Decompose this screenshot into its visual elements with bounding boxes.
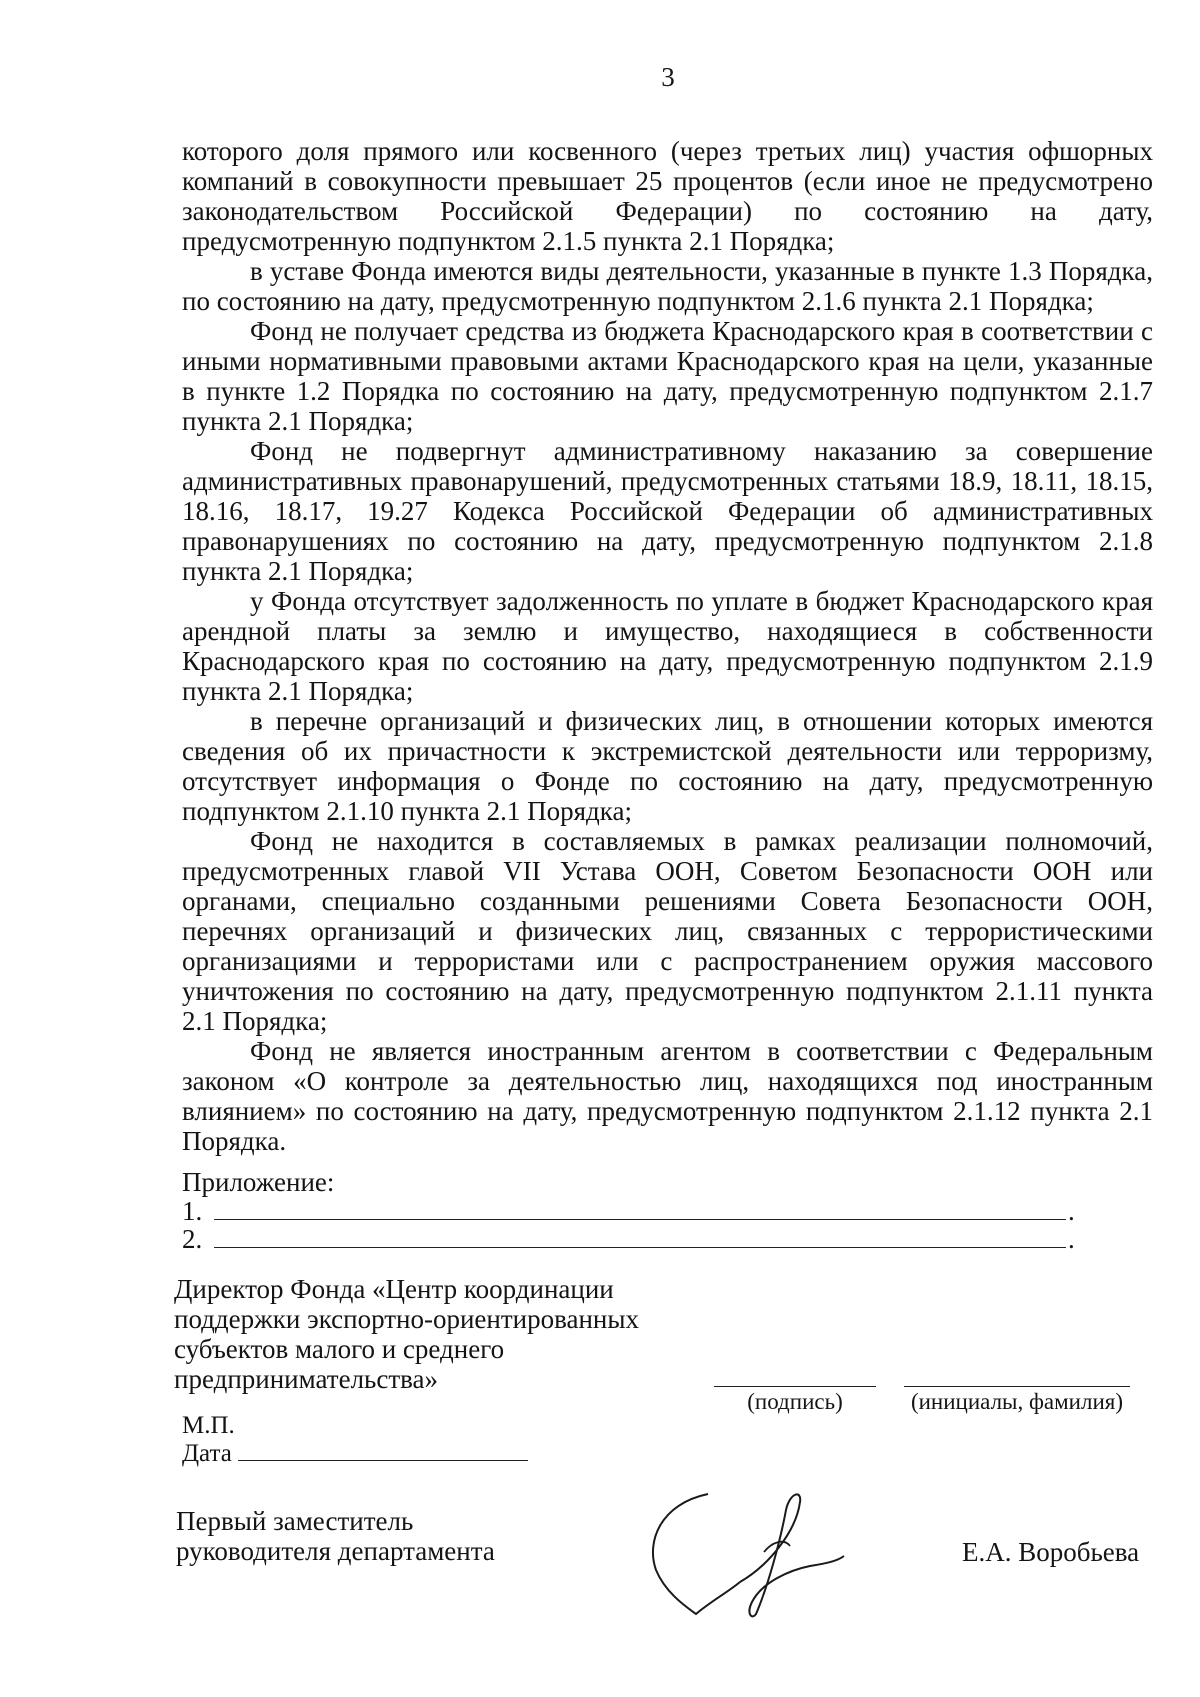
paragraph: в перечне организаций и физических лиц, в отношении которых имеются сведения об их причастности к экстремистской деятельности или терроризму, отсутствует информация о Фонде по состоянию на дату, предусмотренную подпунктом 2.1.10 пункта 2.1 Порядка;: [182, 706, 1153, 826]
appendix-blank-line: [214, 1199, 1066, 1220]
deputy-name: Е.А. Воробьева: [962, 1537, 1140, 1567]
initials-line: [904, 1384, 1130, 1387]
initials-field: [904, 1384, 1130, 1415]
date-blank-line: [238, 1440, 528, 1461]
appendix-blank-line: [214, 1227, 1066, 1248]
deputy-title-line: Первый заместитель: [176, 1506, 414, 1536]
handwritten-signature: [640, 1482, 870, 1622]
appendix-item-number: 2.: [182, 1224, 203, 1254]
page-number: 3: [661, 62, 675, 92]
date-label: Дата: [182, 1440, 232, 1467]
director-title-line: Директор Фонда «Центр координации: [174, 1274, 614, 1304]
stamp-label: М.П.: [182, 1412, 235, 1439]
director-title-line: поддержки экспортно-ориентированных: [174, 1304, 639, 1334]
stamp-date-block: [182, 1412, 528, 1468]
appendix-item: [182, 1225, 1082, 1253]
signature-caption: (подпись): [747, 1389, 843, 1414]
signature-field: [714, 1384, 876, 1415]
appendix-item-number: 1.: [182, 1196, 203, 1226]
signature-line: [714, 1384, 876, 1387]
director-title: [174, 1274, 714, 1394]
appendix-item-end: .: [1068, 1196, 1075, 1226]
paragraph: которого доля прямого или косвенного (через третьих лиц) участия офшорных компаний в совокупности превышает 25 процентов (если иное не предусмотрено законодательством Российской Федерации) по состоянию на дату, предусмотренную подпунктом 2.1.5 пункта 2.1 Порядка;: [182, 136, 1153, 256]
director-title-line: субъектов малого и среднего: [174, 1334, 505, 1364]
appendix-item: [182, 1197, 1082, 1225]
paragraph: Фонд не является иностранным агентом в соответствии с Федеральным законом «О контроле за деятельностью лиц, находящихся под иностранным влиянием» по состоянию на дату, предусмотренную подпунктом 2.1.12 пункта 2.1 Порядка.: [182, 1036, 1153, 1156]
paragraph: Фонд не подвергнут административному наказанию за совершение административных правонарушений, предусмотренных статьями 18.9, 18.11, 18.15, 18.16, 18.17, 19.27 Кодекса Российской Федерации об административных правонарушениях по состоянию на дату, предусмотренную подпунктом 2.1.8 пункта 2.1 Порядка;: [182, 436, 1153, 586]
date-field: [182, 1440, 528, 1468]
paragraph: в уставе Фонда имеются виды деятельности, указанные в пункте 1.3 Порядка, по состоянию на дату, предусмотренную подпунктом 2.1.6 пункта 2.1 Порядка;: [182, 256, 1153, 316]
initials-caption: (инициалы, фамилия): [910, 1389, 1124, 1414]
paragraph: у Фонда отсутствует задолженность по уплате в бюджет Краснодарского края арендной платы за землю и имущество, находящиеся в собственности Краснодарского края по состоянию на дату, предусмотренную подпунктом 2.1.9 пункта 2.1 Порядка;: [182, 586, 1153, 706]
deputy-title: [176, 1506, 596, 1566]
appendix-item-end: .: [1068, 1224, 1075, 1254]
paragraph: Фонд не получает средства из бюджета Краснодарского края в соответствии с иными нормативными правовыми актами Краснодарского края на цели, указанные в пункте 1.2 Порядка по состоянию на дату, предусмотренную подпунктом 2.1.7 пункта 2.1 Порядка;: [182, 316, 1153, 436]
director-title-line: предпринимательства»: [174, 1364, 439, 1394]
appendix-heading: Приложение:: [182, 1167, 335, 1197]
document-body: [182, 136, 1153, 1156]
deputy-title-line: руководителя департамента: [176, 1536, 495, 1566]
paragraph: Фонд не находится в составляемых в рамках реализации полномочий, предусмотренных главой VII Устава ООН, Советом Безопасности ООН или органами, специально созданными решениями Совета Безопасности ООН, перечнях организаций и физических лиц, связанных с террористическими организациями и террористами или с распространением оружия массового уничтожения по состоянию на дату, предусмотренную подпунктом 2.1.11 пункта 2.1 Порядка;: [182, 826, 1153, 1036]
appendix-section: [182, 1168, 1082, 1253]
